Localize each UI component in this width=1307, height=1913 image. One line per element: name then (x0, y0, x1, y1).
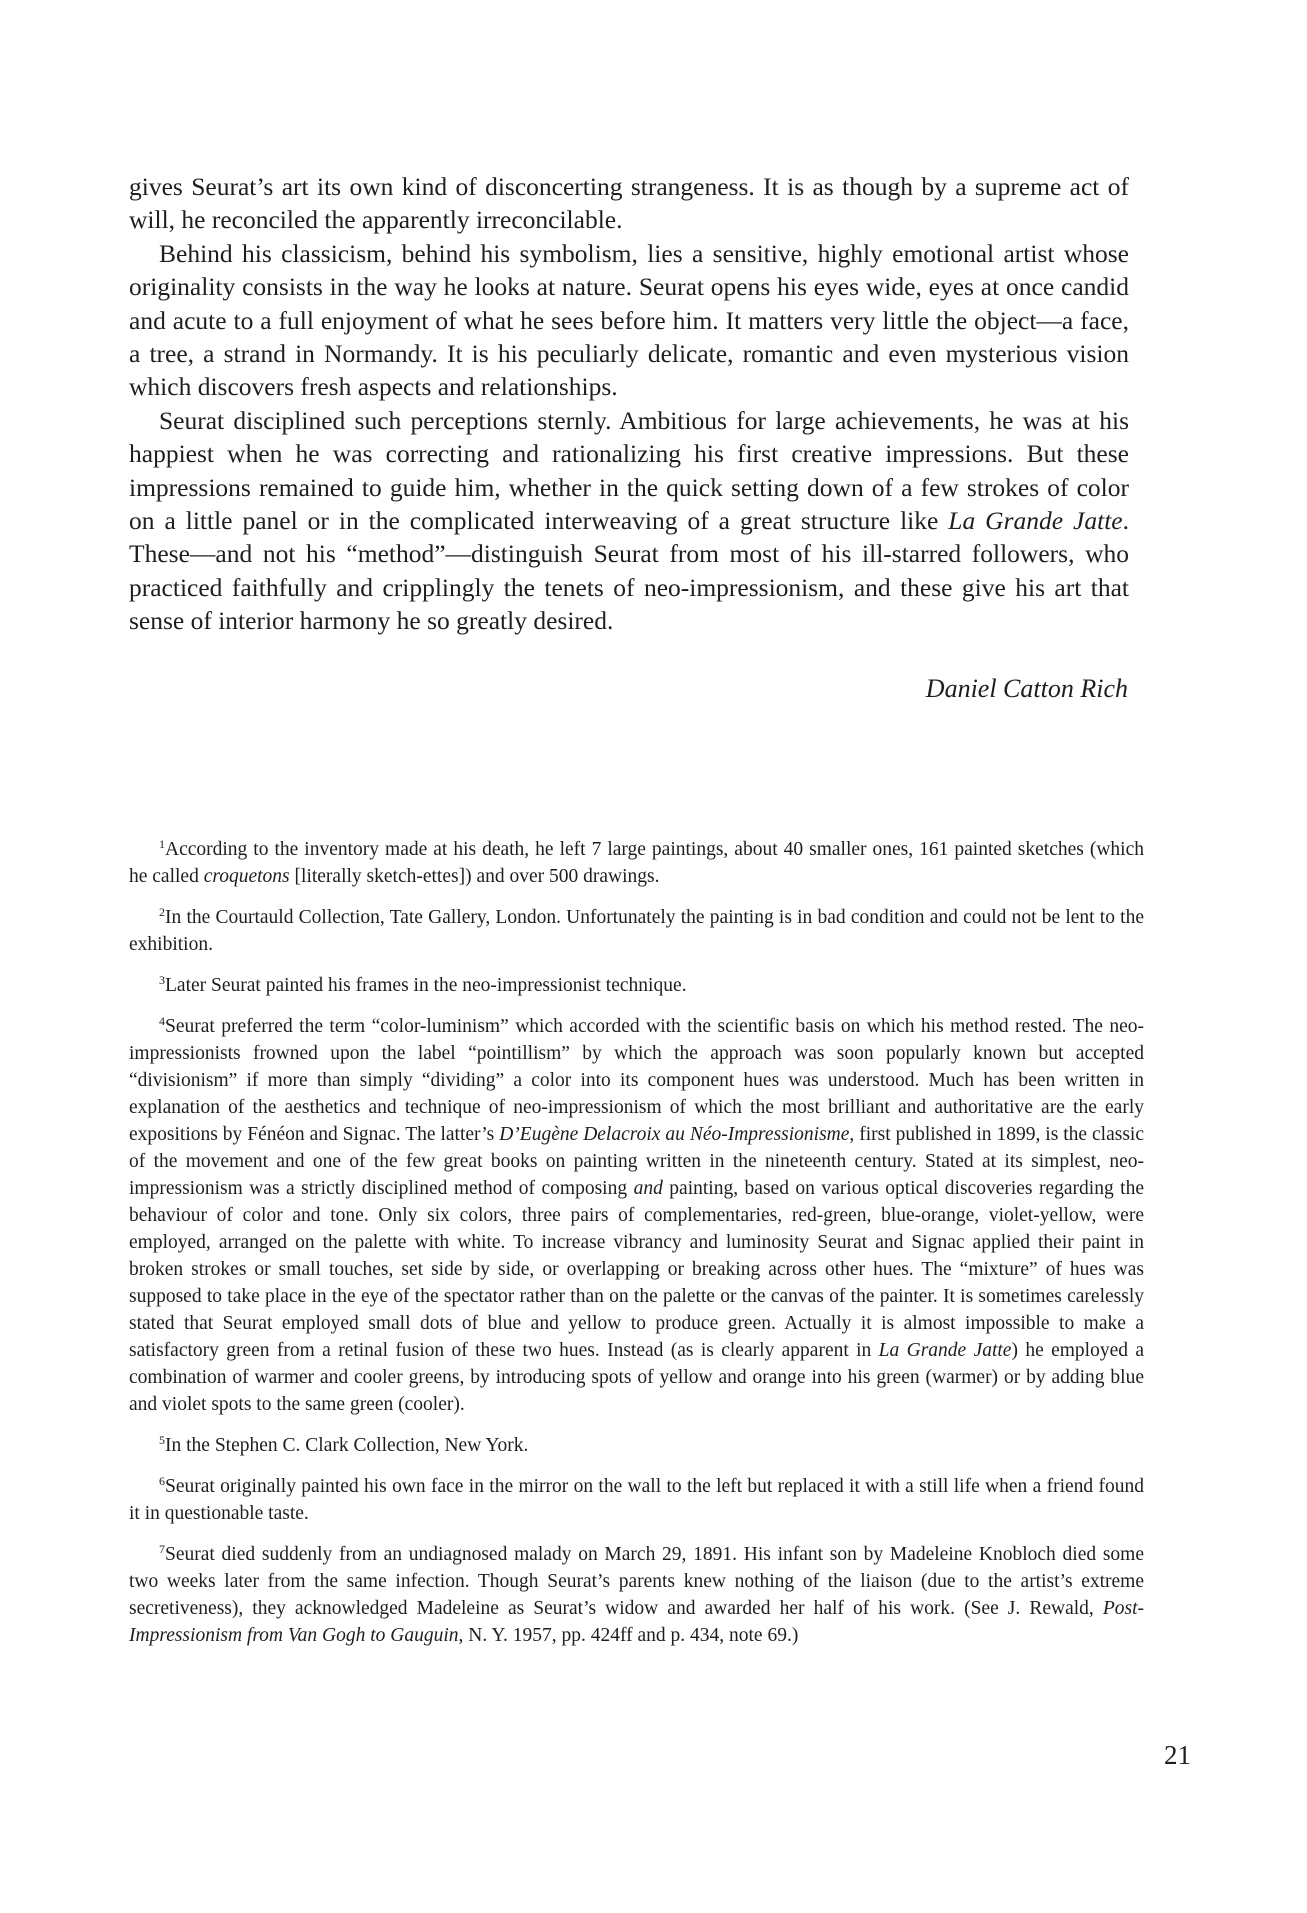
footnote-text: In the Courtauld Collection, Tate Gallery, London. Unfortunately the painting is in bad condition and could not be lent to the exhibition. (129, 907, 1144, 955)
footnote-2 (129, 904, 1144, 958)
footnote-text: , N. Y. 1957, pp. 424ff and p. 434, note 69.) (458, 1625, 799, 1646)
paragraph-1: gives Seurat’s art its own kind of disconcerting strangeness. It is as though by a supreme act of will, he reconciled the apparently irreconcilable. (129, 172, 1129, 235)
footnote-italic-term: croquetons (203, 866, 290, 887)
footnote-text: [literally sketch-ettes]) and over 500 drawings. (289, 866, 660, 887)
footnote-number: 2 (159, 905, 165, 919)
footnote-text: Later Seurat painted his frames in the neo-impressionist technique. (165, 975, 687, 996)
footnote-text: According to the inventory made at his death, he left 7 large paintings, about 40 smaller ones, 161 painted sketches (which he called (129, 839, 1144, 887)
footnote-number: 7 (159, 1542, 165, 1556)
footnote-6 (129, 1473, 1144, 1527)
page-number: 21 (1164, 1740, 1191, 1770)
footnote-text: In the Stephen C. Clark Collection, New York. (165, 1435, 529, 1456)
footnote-number: 1 (159, 837, 165, 851)
footnote-1 (129, 836, 1144, 890)
footnote-5 (129, 1432, 1144, 1459)
footnote-number: 4 (159, 1014, 165, 1028)
footnote-4 (129, 1013, 1144, 1418)
footnote-text: Seurat died suddenly from an undiagnosed malady on March 29, 1891. His infant son by Madeleine Knobloch died some two weeks later from the same infection. Though Seurat’s parents knew nothing of the liaison (due to the artist’s extreme secretiveness), they acknowledged Madeleine as Seurat’s widow and awarded her half of his work. (See J. Rewald, (129, 1544, 1144, 1619)
footnote-text: painting, based on various optical discoveries regarding the behaviour of color and tone. Only six colors, three pairs of complementaries, red-green, blue-orange, violet-yellow, were employed, arranged on the palette with white. To increase vibrancy and luminosity Seurat and Signac applied their paint in broken strokes or small touches, set side by side, or overlapping or breaking across other hues. The “mixture” of hues was supposed to take place in the eye of the spectator rather than on the palette or the canvas of the painter. It is sometimes carelessly stated that Seurat employed small dots of blue and yellow to produce green. Actually it is almost impossible to make a satisfactory green from a retinal fusion of these two hues. Instead (as is clearly apparent in (129, 1178, 1144, 1361)
footnote-italic-book-title: Post-Impressionism from Van Gogh to Gauguin (129, 1598, 1144, 1646)
footnote-italic-book-title: D’Eugène Delacroix au Néo-Impressionisme (499, 1124, 850, 1145)
footnote-text: ) he employed a combination of warmer and cooler greens, by introducing spots of yellow and orange into his green (warmer) or by adding blue and violet spots to the same green (cooler). (129, 1340, 1145, 1415)
footnote-number: 5 (159, 1433, 165, 1447)
artwork-title: La Grande Jatte (948, 506, 1123, 536)
footnote-3 (129, 972, 1144, 999)
footnote-italic-word: and (633, 1178, 663, 1199)
author-signature: Daniel Catton Rich (925, 674, 1128, 703)
essay-text (129, 170, 1129, 638)
footnote-text: , first published in 1899, is the classic of the movement and one of the few great books on painting written in the nineteenth century. Stated at its simplest, neo-impressionism was a strictly disciplined method of composing (129, 1124, 1144, 1199)
paragraph-2: Behind his classicism, behind his symbolism, lies a sensitive, highly emotional artist whose originality consists in the way he looks at nature. Seurat opens his eyes wide, eyes at once candid and acute to a full enjoyment of what he sees before him. It matters very little the object—a face, a tree, a strand in Normandy. It is his peculiarly delicate, romantic and even mysterious vision which discovers fresh aspects and relationships. (129, 238, 1129, 402)
footnote-text: Seurat originally painted his own face in the mirror on the wall to the left but replaced it with a still life when a friend found it in questionable taste. (129, 1476, 1144, 1524)
footnote-italic-artwork-title: La Grande Jatte (878, 1340, 1012, 1361)
footnotes (129, 836, 1144, 1663)
footnote-number: 6 (159, 1474, 165, 1488)
paragraph-3-text-before: Seurat disciplined such perceptions sternly. Ambitious for large achievements, he was at his happiest when he was correcting and rationalizing his first creative impressions. But these impressions remained to guide him, whether in the quick setting down of a few strokes of color on a little panel or in the complicated interweaving of a great structure like (129, 405, 1129, 536)
paragraph-3-text-after: . These—and not his “method”—distinguish Seurat from most of his ill-starred followers, who practiced faithfully and cripplingly the tenets of neo-impressionism, and these give his art that sense of interior harmony he so greatly desired. (129, 506, 1129, 636)
footnote-text: Seurat preferred the term “color-luminism” which accorded with the scientific basis on which his method rested. The neo-impressionists frowned upon the label “pointillism” by which the approach was soon popularly known but accepted “divisionism” if more than simply “dividing” a color into its component hues was understood. Much has been written in explanation of the aesthetics and technique of neo-impressionism of which the most brilliant and authoritative are the early expositions by Fénéon and Signac. The latter’s (129, 1016, 1144, 1145)
paragraph-3 (129, 404, 1129, 638)
footnote-number: 3 (159, 973, 165, 987)
footnote-7 (129, 1541, 1144, 1649)
